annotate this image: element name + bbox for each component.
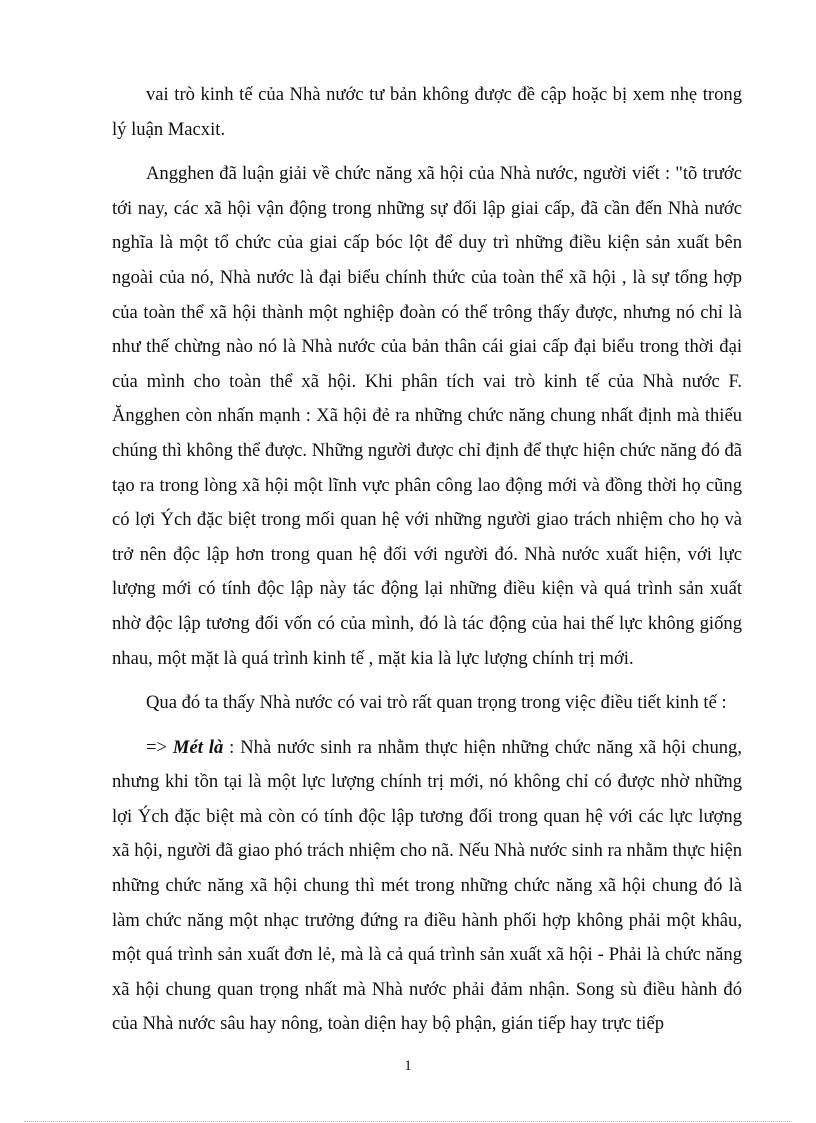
emphasis-label: Mét là	[172, 736, 224, 758]
first-point-text: : Nhà nước sinh ra nhằm thực hiện những chức năng xã hội chung, nhưng khi tồn tại là một lực lượng chính trị mới, nó không chỉ có được nhờ những lợi Ých đặc biệt mà còn có tính độc lập tương đối trong quan hệ với các lực lượng xã hội, người đã giao phó trách nhiệm cho nã. Nếu Nhà nước sinh ra nhằm thực hiện những chức năng xã hội chung thì mét trong những chức năng xã hội chung đó là làm chức năng một nhạc trưởng đứng ra điều hành phối hợp không phải một khâu, một quá trình sản xuất đơn lẻ, mà là cả quá trình sản xuất xã hội - Phải là chức năng xã hội chung quan trọng nhất mà Nhà nước phải đảm nhận. Song sù điều hành đó của Nhà nước sâu hay nông, toàn diện hay bộ phận, gián tiếp hay trực tiếp	[112, 736, 742, 1035]
page-body	[112, 78, 742, 1042]
paragraph-first-point	[112, 731, 742, 1042]
paragraph-angghen: Angghen đã luận giải về chức năng xã hội của Nhà nước, người viết : "tõ trước tới nay, các xã hội vận động trong những sự đối lập giai cấp, đã cần đến Nhà nước nghĩa là một tổ chức của giai cấp bóc lột để duy trì những điều kiện sản xuất bên ngoài của nó, Nhà nước là đại biểu chính thức của toàn thể xã hội , là sự tổng hợp của toàn thể xã hội thành một nghiệp đoàn có thể trông thấy được, nhưng nó chỉ là như thế chừng nào nó là Nhà nước của bản thân cái giai cấp đại biểu trong thời đại của mình cho toàn thể xã hội. Khi phân tích vai trò kinh tế của Nhà nước F. Ăngghen còn nhấn mạnh : Xã hội đẻ ra những chức năng chung nhất định mà thiếu chúng thì không thể được. Những người được chỉ định để thực hiện chức năng đó đã tạo ra trong lòng xã hội một lĩnh vực phân công lao động mới và đồng thời họ cũng có lợi Ých đặc biệt trong mối quan hệ với những người giao trách nhiệm cho họ và trở nên độc lập hơn trong quan hệ đối với người đó. Nhà nước xuất hiện, với lực lượng mới có tính độc lập này tác động lại những điều kiện và quá trình sản xuất nhờ độc lập tương đối vốn có của mình, đó là tác động của hai thế lực không giống nhau, một mặt là quá trình kinh tế , mặt kia là lực lượng chính trị mới.	[112, 163, 742, 669]
footer-divider	[24, 1121, 792, 1122]
paragraph-intro: vai trò kinh tế của Nhà nước tư bản không được đề cập hoặc bị xem nhẹ trong lý luận Macxit.	[112, 84, 742, 140]
paragraph-conclusion: Qua đó ta thấy Nhà nước có vai trò rất quan trọng trong việc điều tiết kinh tế :	[146, 692, 727, 714]
page-number: 1	[404, 1058, 412, 1074]
arrow-prefix: =>	[146, 736, 173, 758]
